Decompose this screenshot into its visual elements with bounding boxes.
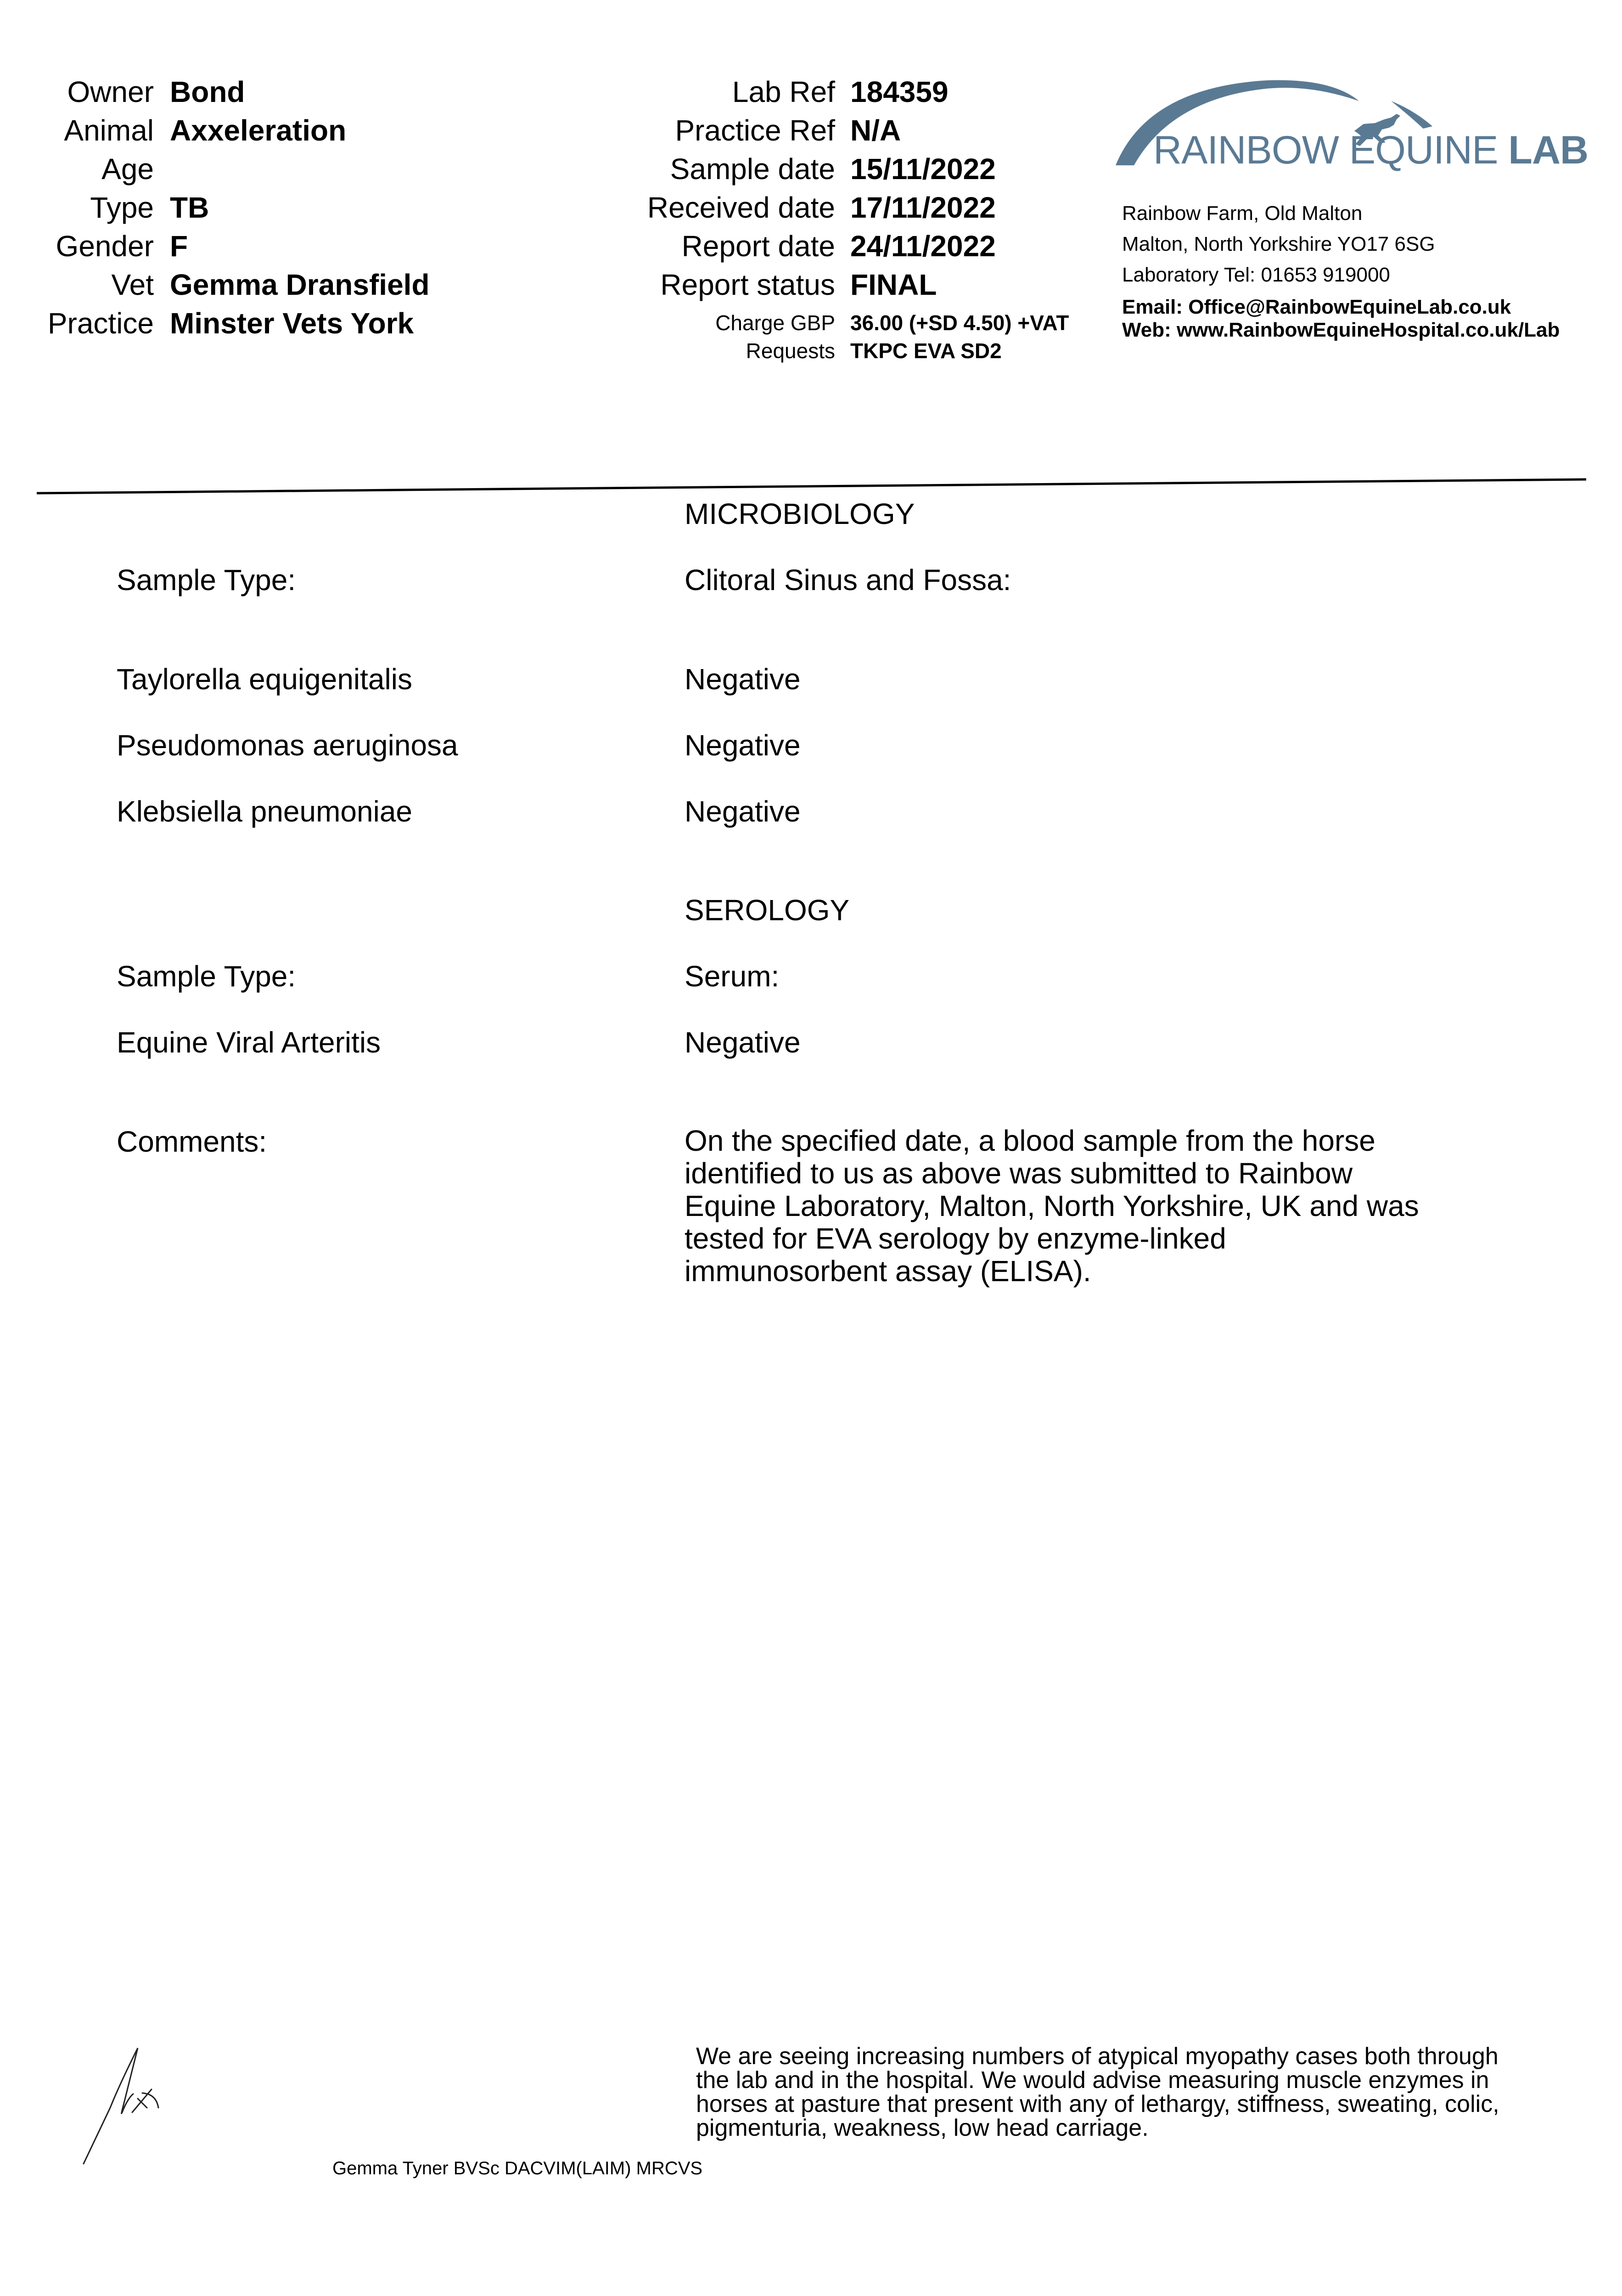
lab-logo-text-bold: LAB [1508,128,1588,172]
lab-web-link[interactable]: Web: www.RainbowEquineHospital.co.uk/Lab [1122,319,1560,341]
micro-sample-type-label: Sample Type: [117,563,296,597]
sample-date-label: Sample date [670,152,835,186]
gender-label: Gender [56,230,154,263]
vet-label: Vet [111,268,154,301]
result-test-name: Klebsiella pneumoniae [117,795,412,828]
result-test-name: Equine Viral Arteritis [117,1026,381,1059]
result-value: Negative [685,795,801,828]
result-test-name: Pseudomonas aeruginosa [117,729,458,762]
type-value: TB [170,191,209,224]
comments-label: Comments: [117,1125,267,1158]
lab-email-link[interactable]: Email: Office@RainbowEquineLab.co.uk [1122,296,1511,318]
sero-sample-type-label: Sample Type: [117,960,296,993]
gender-value: F [170,230,188,263]
lab-address-line2: Malton, North Yorkshire YO17 6SG [1122,233,1435,255]
charge-value: 36.00 (+SD 4.50) +VAT [850,311,1069,335]
practice-value: Minster Vets York [170,307,414,340]
result-test-name: Taylorella equigenitalis [117,663,412,696]
practice-ref-label: Practice Ref [675,114,835,147]
report-date-label: Report date [681,230,835,263]
owner-value: Bond [170,75,245,108]
animal-label: Animal [64,114,154,147]
vet-value: Gemma Dransfield [170,268,430,301]
lab-tel: Laboratory Tel: 01653 919000 [1122,264,1390,286]
lab-ref-value: 184359 [850,75,949,108]
report-status-label: Report status [660,268,835,301]
requests-label: Requests [746,339,835,363]
serology-heading: SEROLOGY [685,894,850,927]
header-divider [0,473,1622,496]
charge-label: Charge GBP [715,311,835,335]
myopathy-advisory-note: We are seeing increasing numbers of atypical myopathy cases both through the lab and in the hospital. We would advise measuring muscle enzymes in horses at pasture that present with any of lethargy, stiffness, sweating, colic, pigmenturia, weakness, low head carriage. [696,2043,1499,2141]
signatory-name: Gemma Tyner BVSc DACVIM(LAIM) MRCVS [332,2158,703,2178]
lab-address-line1: Rainbow Farm, Old Malton [1122,202,1363,225]
result-value: Negative [685,1026,801,1059]
age-label: Age [101,152,154,186]
animal-value: Axxeleration [170,114,347,147]
practice-label: Practice [47,307,154,340]
microbiology-heading: MICROBIOLOGY [685,497,915,530]
received-date-value: 17/11/2022 [850,191,996,224]
lab-logo-text [1153,128,1588,173]
lab-logo-text-light: RAINBOW EQUINE [1153,128,1509,172]
signature-icon [78,2043,170,2167]
owner-label: Owner [67,75,154,108]
sero-sample-type-value: Serum: [685,960,780,993]
type-label: Type [90,191,154,224]
comments-text: On the specified date, a blood sample from the horse identified to us as above was submitted to Rainbow Equine Laboratory, Malton, North Yorkshire, UK and was tested for EVA serology by enzyme-linked immunosorbent assay (ELISA). [685,1124,1419,1288]
report-date-value: 24/11/2022 [850,230,996,263]
result-value: Negative [685,729,801,762]
sample-date-value: 15/11/2022 [850,152,996,186]
lab-ref-label: Lab Ref [732,75,835,108]
micro-sample-type-value: Clitoral Sinus and Fossa: [685,563,1011,597]
received-date-label: Received date [647,191,835,224]
result-value: Negative [685,663,801,696]
practice-ref-value: N/A [850,114,901,147]
report-status-value: FINAL [850,268,937,301]
requests-value: TKPC EVA SD2 [850,339,1002,363]
